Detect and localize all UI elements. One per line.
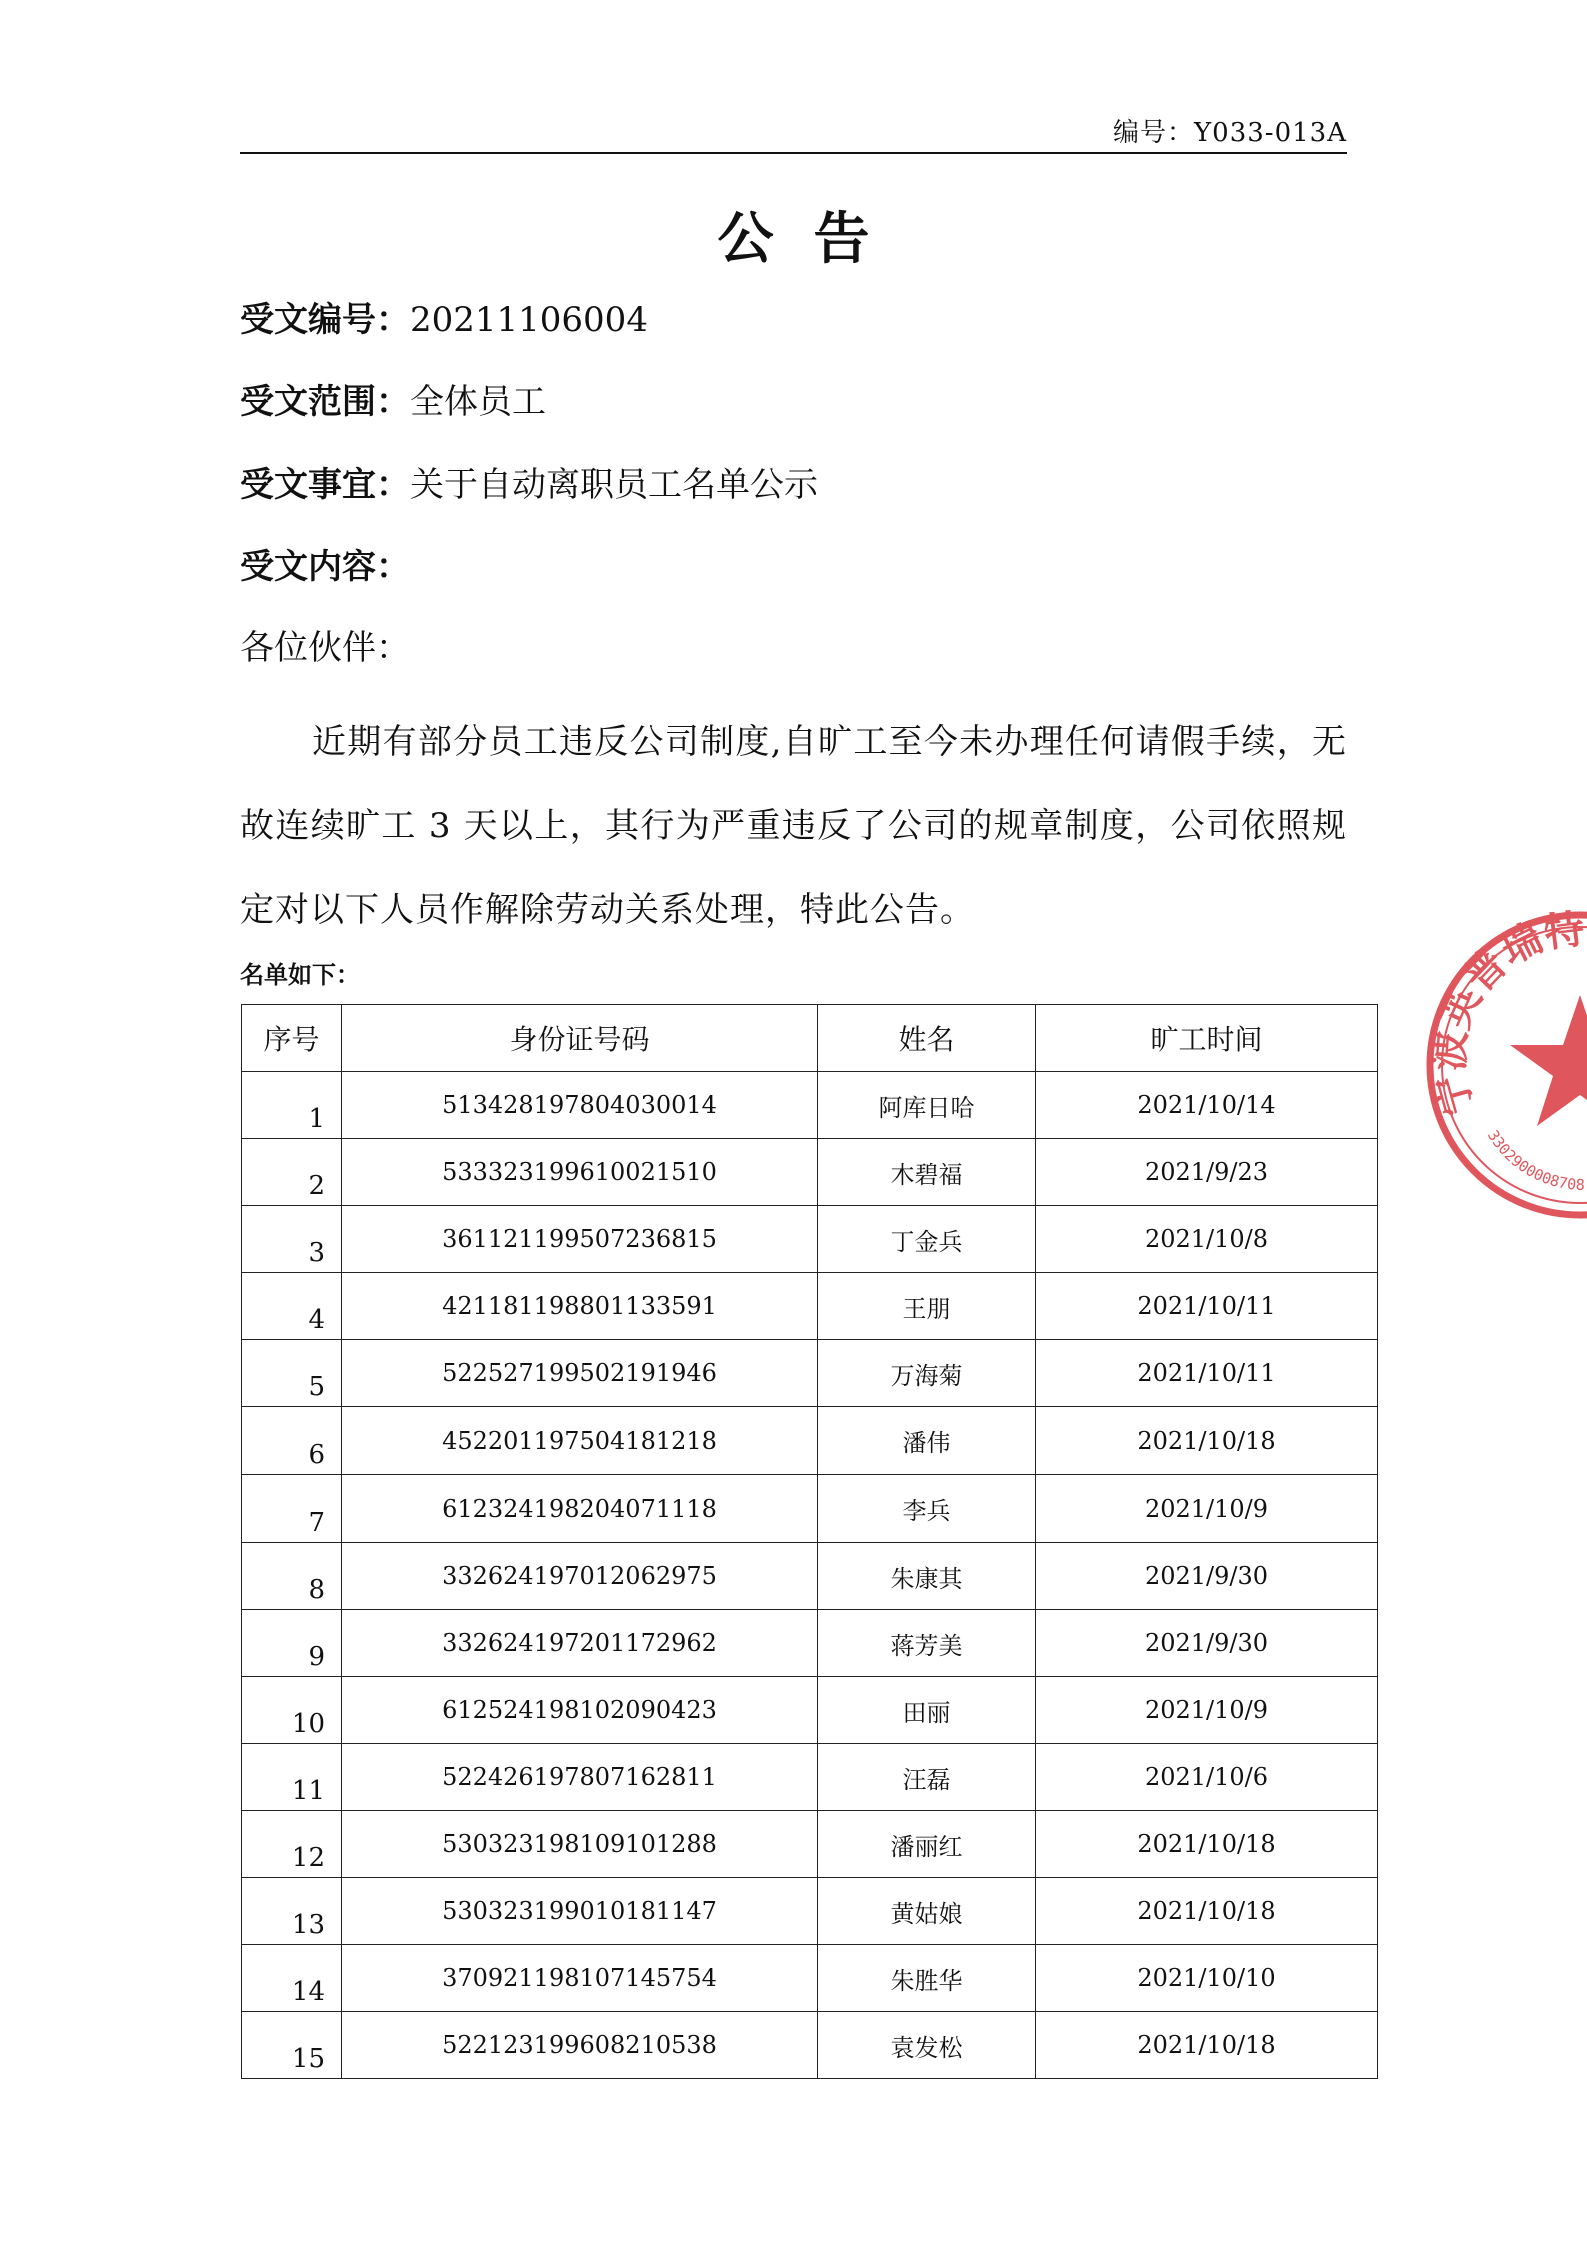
header-name: 姓名 [818,1005,1036,1072]
row-id-number: 533323199610021510 [342,1139,818,1206]
row-name: 阿库日哈 [818,1072,1036,1139]
field-label: 受文内容： [240,547,410,587]
row-id-number: 370921198107145754 [342,1945,818,2012]
table-row [242,1610,1378,1677]
row-index: 6 [242,1407,342,1475]
row-index: 2 [242,1139,342,1206]
header-id-number: 身份证号码 [342,1005,818,1072]
field-label: 受文事宜： [240,465,410,505]
row-absence-date: 2021/10/10 [1036,1945,1378,2012]
table-row [242,1744,1378,1811]
list-heading: 名单如下： [240,961,360,989]
document-number: 编号：Y033-013A [1113,118,1347,148]
row-absence-date: 2021/9/30 [1036,1543,1378,1610]
row-id-number: 452201197504181218 [342,1407,818,1475]
row-name: 潘丽红 [818,1811,1036,1878]
employee-table [241,1004,1378,2079]
field-doc-number [240,300,648,340]
field-content [240,547,410,587]
row-absence-date: 2021/10/11 [1036,1340,1378,1407]
row-name: 黄姑娘 [818,1878,1036,1945]
seal-company-text: 宁波英普瑞特 [1426,906,1587,1121]
notice-body: 近期有部分员工违反公司制度,自旷工至今未办理任何请假手续，无故连续旷工 3 天以上，其行为严重违反了公司的规章制度，公司依照规定对以下人员作解除劳动关系处理，特此公告。 [240,722,1347,930]
row-name: 王朋 [818,1273,1036,1340]
row-absence-date: 2021/10/18 [1036,1407,1378,1475]
company-seal [1415,890,1587,1240]
row-name: 朱康其 [818,1543,1036,1610]
row-absence-date: 2021/10/8 [1036,1206,1378,1273]
table-row [242,1072,1378,1139]
field-scope [240,382,546,422]
row-id-number: 332624197012062975 [342,1543,818,1610]
row-id-number: 513428197804030014 [342,1072,818,1139]
row-absence-date: 2021/10/11 [1036,1273,1378,1340]
table-header-row [242,1005,1378,1072]
row-name: 田丽 [818,1677,1036,1744]
row-absence-date: 2021/10/18 [1036,2012,1378,2079]
row-name: 蒋芳美 [818,1610,1036,1677]
row-absence-date: 2021/10/9 [1036,1677,1378,1744]
table-row [242,1340,1378,1407]
field-label: 受文范围： [240,382,410,422]
row-id-number: 522123199608210538 [342,2012,818,2079]
row-absence-date: 2021/10/6 [1036,1744,1378,1811]
row-absence-date: 2021/10/14 [1036,1072,1378,1139]
row-id-number: 612324198204071118 [342,1475,818,1543]
row-index: 1 [242,1072,342,1139]
row-absence-date: 2021/10/9 [1036,1475,1378,1543]
row-id-number: 361121199507236815 [342,1206,818,1273]
table-row [242,1878,1378,1945]
row-id-number: 522426197807162811 [342,1744,818,1811]
row-absence-date: 2021/10/18 [1036,1811,1378,1878]
row-index: 10 [242,1677,342,1744]
row-id-number: 421181198801133591 [342,1273,818,1340]
table-row [242,1543,1378,1610]
table-row [242,1945,1378,2012]
field-subject [240,465,818,505]
row-name: 朱胜华 [818,1945,1036,2012]
row-id-number: 332624197201172962 [342,1610,818,1677]
table-row [242,1206,1378,1273]
table-row [242,2012,1378,2079]
row-absence-date: 2021/9/23 [1036,1139,1378,1206]
table-row [242,1273,1378,1340]
page-title: 公告 [717,207,910,272]
row-id-number: 612524198102090423 [342,1677,818,1744]
field-value: 20211106004 [410,300,648,340]
row-id-number: 530323199010181147 [342,1878,818,1945]
table-row [242,1139,1378,1206]
row-name: 潘伟 [818,1407,1036,1475]
header-index: 序号 [242,1005,342,1072]
row-id-number: 522527199502191946 [342,1340,818,1407]
field-value: 关于自动离职员工名单公示 [410,465,818,505]
row-index: 5 [242,1340,342,1407]
table-row [242,1475,1378,1543]
row-index: 8 [242,1543,342,1610]
field-label: 受文编号： [240,300,410,340]
seal-code-text: 3302900008708 [1483,1126,1586,1194]
row-index: 11 [242,1744,342,1811]
row-index: 15 [242,2012,342,2079]
table-body [242,1072,1378,2079]
field-value: 全体员工 [410,382,546,422]
row-name: 李兵 [818,1475,1036,1543]
row-name: 万海菊 [818,1340,1036,1407]
row-name: 丁金兵 [818,1206,1036,1273]
salutation: 各位伙伴： [240,628,410,668]
row-absence-date: 2021/9/30 [1036,1610,1378,1677]
row-index: 4 [242,1273,342,1340]
row-name: 木碧福 [818,1139,1036,1206]
row-index: 12 [242,1811,342,1878]
row-index: 13 [242,1878,342,1945]
table-row [242,1407,1378,1475]
row-index: 14 [242,1945,342,2012]
row-name: 袁发松 [818,2012,1036,2079]
row-index: 7 [242,1475,342,1543]
seal-star-icon [1510,995,1587,1126]
table-row [242,1811,1378,1878]
row-name: 汪磊 [818,1744,1036,1811]
header-absence-date: 旷工时间 [1036,1005,1378,1072]
row-index: 9 [242,1610,342,1677]
row-index: 3 [242,1206,342,1273]
row-absence-date: 2021/10/18 [1036,1878,1378,1945]
row-id-number: 530323198109101288 [342,1811,818,1878]
header-rule [240,152,1347,154]
table-row [242,1677,1378,1744]
